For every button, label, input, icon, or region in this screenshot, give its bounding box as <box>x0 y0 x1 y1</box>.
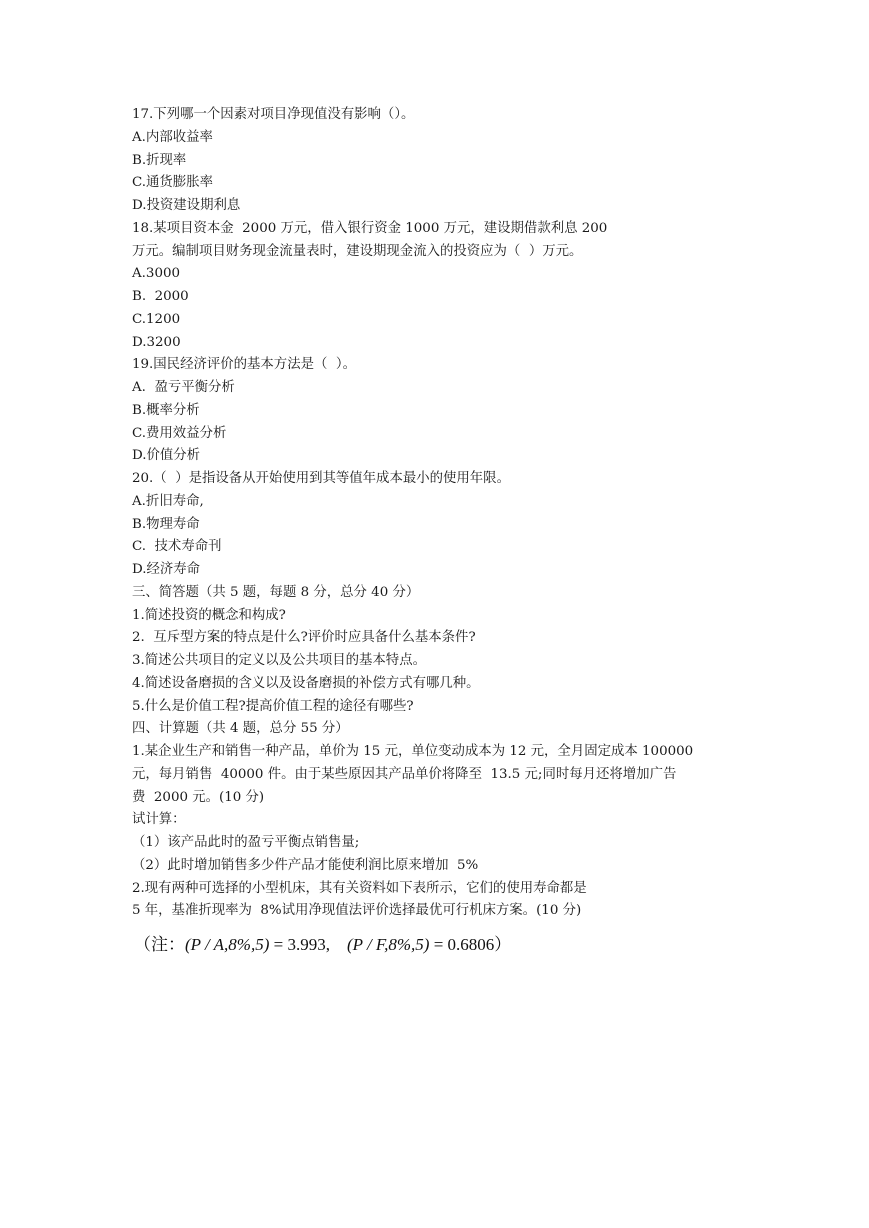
note-open: （注： <box>134 935 185 954</box>
calc-problem-2-line1: 2.现有两种可选择的小型机床，其有关资料如下表所示，它们的使用寿命都是 <box>132 880 587 896</box>
q17-option-b: B.折现率 <box>132 152 187 168</box>
q18-option-c: C.1200 <box>132 311 181 327</box>
short-answer-item-1: 1.简述投资的概念和构成? <box>132 607 286 623</box>
formula-2-rhs: = 0.6806 <box>429 935 495 954</box>
question-19-stem: 19.国民经济评价的基本方法是（ ）。 <box>132 357 356 373</box>
formula-note <box>134 932 511 958</box>
q18-option-a: A.3000 <box>132 266 181 282</box>
calc-problem-1-line2: 元，每月销售 40000 件。由于某些原因其产品单价将降至 13.5 元;同时每月还将增加广告 <box>132 766 677 782</box>
short-answer-heading: 三、简答题（共 5 题，每题 8 分，总分 40 分） <box>132 584 420 600</box>
question-20-stem: 20.（ ）是指设备从开始使用到其等值年成本最小的使用年限。 <box>132 471 510 486</box>
q20-option-d: D.经济寿命 <box>132 562 201 577</box>
calc-problem-1-line1: 1.某企业生产和销售一种产品，单价为 15 元，单位变动成本为 12 元，全月固定成本 100000 <box>132 744 694 759</box>
q19-option-c: C.费用效益分析 <box>132 425 227 441</box>
short-answer-item-4: 4.简述设备磨损的含义以及设备磨损的补偿方式有哪几种。 <box>132 675 480 691</box>
calc-problem-2-line2: 5 年，基准折现率为 8%试用净现值法评价选择最优可行机床方案。(10 分) <box>132 903 582 919</box>
question-18-stem-line2: 万元。编制项目财务现金流量表时，建设期现金流入的投资应为（ ）万元。 <box>132 243 583 259</box>
question-17-stem: 17.下列哪一个因素对项目净现值没有影响（）。 <box>132 107 415 122</box>
formula-1-rhs: = 3.993, <box>269 935 330 954</box>
q17-option-c: C.通货膨胀率 <box>132 175 213 191</box>
short-answer-item-5: 5.什么是价值工程?提高价值工程的途径有哪些? <box>132 698 414 714</box>
calc-sub-question-2: （2）此时增加销售多少件产品才能使利润比原来增加 5% <box>132 857 479 873</box>
exam-content <box>132 104 752 923</box>
formula-1-lhs: (P / A,8%,5) <box>185 935 270 954</box>
short-answer-item-2: 2. 互斥型方案的特点是什么?评价时应具备什么基本条件? <box>132 630 476 646</box>
question-18-stem-line1: 18.某项目资本金 2000 万元，借入银行资金 1000 万元，建设期借款利息 200 <box>132 220 608 236</box>
formula-2-lhs: (P / F,8%,5) <box>346 935 430 954</box>
q19-option-a: A. 盈亏平衡分析 <box>132 380 235 395</box>
q20-option-a: A.折旧寿命, <box>132 493 204 509</box>
note-close: ） <box>494 935 512 954</box>
short-answer-item-3: 3.简述公共项目的定义以及公共项目的基本特点。 <box>132 653 426 668</box>
q18-option-b: B. 2000 <box>132 289 189 304</box>
q17-option-d: D.投资建设期利息 <box>132 198 241 213</box>
calc-problem-1-line3: 费 2000 元。(10 分) <box>132 789 265 805</box>
calc-try-label: 试计算： <box>132 812 186 828</box>
calc-sub-question-1: （1）该产品此时的盈亏平衡点销售量; <box>132 835 360 850</box>
q18-option-d: D.3200 <box>132 334 181 350</box>
q20-option-b: B.物理寿命 <box>132 516 200 532</box>
q17-option-a: A.内部收益率 <box>132 129 213 145</box>
q19-option-d: D.价值分析 <box>132 448 201 464</box>
q19-option-b: B.概率分析 <box>132 402 200 418</box>
calculation-heading: 四、计算题（共 4 题，总分 55 分） <box>132 721 349 737</box>
q20-option-c: C. 技术寿命刊 <box>132 539 222 555</box>
